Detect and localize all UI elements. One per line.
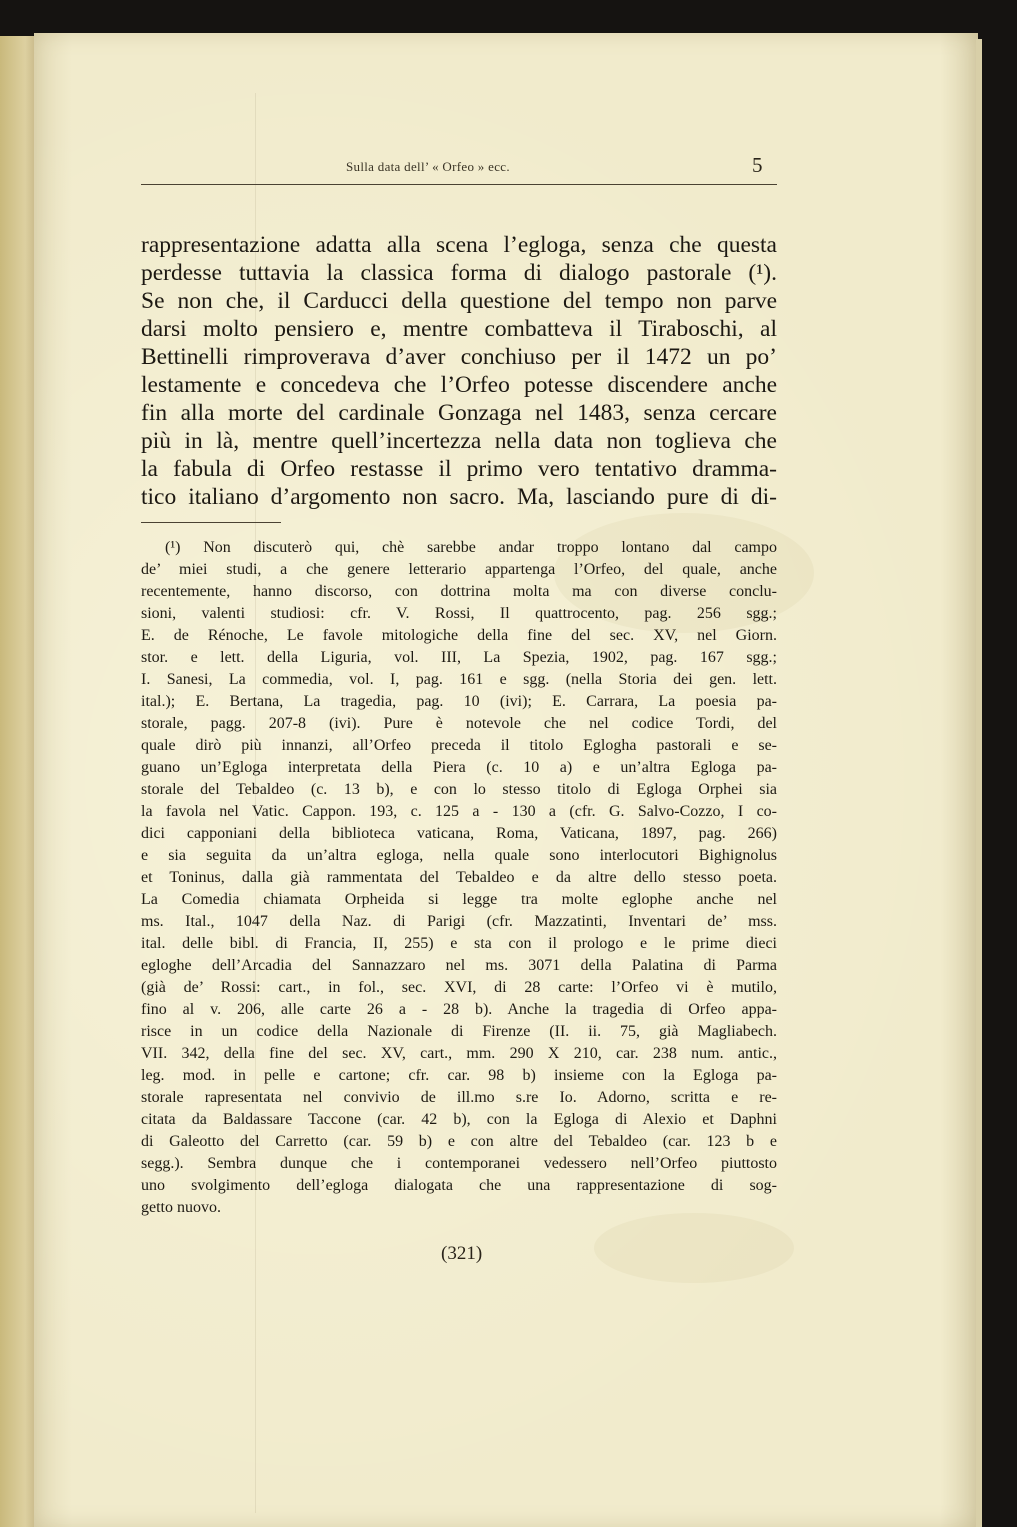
footnote-line: dici capponiani della biblioteca vaticana, Roma, Vaticana, 1897, pag. 266): [141, 825, 777, 842]
body-line: tico italiano d’argomento non sacro. Ma, lasciando pure di di-: [141, 484, 777, 510]
body-line: più in là, mentre quell’incertezza nella data non toglieva che: [141, 428, 777, 454]
body-line: fin alla morte del cardinale Gonzaga nel 1483, senza cercare: [141, 400, 777, 426]
print-page-number: (321): [441, 1243, 483, 1264]
footnote-line: quale dirò più innanzi, all’Orfeo preceda il titolo Eglogha pastorali e se-: [141, 737, 777, 754]
body-line: rappresentazione adatta alla scena l’egloga, senza che questa: [141, 232, 777, 258]
footnote-line: La Comedia chiamata Orpheida si legge tra molte eglophe anche nel: [141, 891, 777, 908]
body-line: Bettinelli rimproverava d’aver conchiuso per il 1472 un po’: [141, 344, 777, 370]
footnote-line: e sia seguita da un’altra egloga, nella quale sono interlocutori Bighignolus: [141, 847, 777, 864]
footnote-line: VII. 342, della fine del sec. XV, cart., mm. 290 X 210, car. 238 num. antic.,: [141, 1045, 777, 1062]
body-line: perdesse tuttavia la classica forma di dialogo pastorale (¹).: [141, 260, 777, 286]
footnote-line: (¹) Non discuterò qui, chè sarebbe andar troppo lontano dal campo: [165, 539, 777, 556]
footnote-line: risce in un codice della Nazionale di Firenze (II. ii. 75, già Magliabech.: [141, 1023, 777, 1040]
footnote-line: uno svolgimento dell’egloga dialogata che una rappresentazione di sog-: [141, 1177, 777, 1194]
footnote-line: fino al v. 206, alle carte 26 a - 28 b). Anche la tragedia di Orfeo appa-: [141, 1001, 777, 1018]
footnote-line: ital. delle bibl. di Francia, II, 255) e sta con il prologo e le prime dieci: [141, 935, 777, 952]
footnote-line: I. Sanesi, La commedia, vol. I, pag. 161 e sgg. (nella Storia dei gen. lett.: [141, 671, 777, 688]
footnote-line: egloghe dell’Arcadia del Sannazzaro nel ms. 3071 della Palatina di Parma: [141, 957, 777, 974]
header-rule: [141, 184, 777, 185]
footnote-line: leg. mod. in pelle e cartone; cfr. car. 98 b) insieme con la Egloga pa-: [141, 1067, 777, 1084]
footnote-line: stor. e lett. della Liguria, vol. III, La Spezia, 1902, pag. 167 sgg.;: [141, 649, 777, 666]
body-line: la fabula di Orfeo restasse il primo vero tentativo dramma-: [141, 456, 777, 482]
footnote-line: et Toninus, dalla già rammentata del Tebaldeo e da altre dello stesso poeta.: [141, 869, 777, 886]
footnote-rule: [141, 522, 281, 523]
body-line: lestamente e concedeva che l’Orfeo potesse discendere anche: [141, 372, 777, 398]
footnote-line: sioni, valenti studiosi: cfr. V. Rossi, Il quattrocento, pag. 256 sgg.;: [141, 605, 777, 622]
footnote-line: getto nuovo.: [141, 1199, 221, 1216]
footnote-line: ital.); E. Bertana, La tragedia, pag. 10 (ivi); E. Carrara, La poesia pa-: [141, 693, 777, 710]
body-line: darsi molto pensiero e, mentre combatteva il Tiraboschi, al: [141, 316, 777, 342]
footnote-line: storale, pagg. 207-8 (ivi). Pure è notevole che nel codice Tordi, del: [141, 715, 777, 732]
footnote-line: segg.). Sembra dunque che i contemporanei vedessero nell’Orfeo piuttosto: [141, 1155, 777, 1172]
footnote-line: de’ miei studi, a che genere letterario appartenga l’Orfeo, del quale, anche: [141, 561, 777, 578]
footnote-line: la favola nel Vatic. Cappon. 193, c. 125 a - 130 a (cfr. G. Salvo-Cozzo, I co-: [141, 803, 777, 820]
body-line: Se non che, il Carducci della questione del tempo non parve: [141, 288, 777, 314]
footnote-line: E. de Rénoche, Le favole mitologiche della fine del sec. XV, nel Giorn.: [141, 627, 777, 644]
running-head: Sulla data dell’ « Orfeo » ecc.: [346, 159, 510, 174]
page-edge: [976, 39, 982, 1527]
adjacent-page-edge: [0, 36, 36, 1527]
footnote-line: guano un’Egloga interpretata della Piera (c. 10 a) e un’altra Egloga pa-: [141, 759, 777, 776]
footnote-line: storale rapresentata nel convivio de ill.mo s.re Io. Adorno, scritta e re-: [141, 1089, 777, 1106]
footnote-line: citata da Baldassare Taccone (car. 42 b), con la Egloga di Alexio et Daphni: [141, 1111, 777, 1128]
page-number: 5: [752, 153, 763, 177]
footnote-line: ms. Ital., 1047 della Naz. di Parigi (cfr. Mazzatinti, Inventari de’ mss.: [141, 913, 777, 930]
footnote-line: recentemente, hanno discorso, con dottrina molta ma con diverse conclu-: [141, 583, 777, 600]
paper-stain: [594, 1213, 794, 1283]
footnote-line: (già de’ Rossi: cart., in fol., sec. XVI, di 28 carte: l’Orfeo vi è mutilo,: [141, 979, 777, 996]
footnote-line: di Galeotto del Carretto (car. 59 b) e con altre del Tebaldeo (car. 123 b e: [141, 1133, 777, 1150]
footnote-line: storale del Tebaldeo (c. 13 b), e con lo stesso titolo di Egloga Orphei sia: [141, 781, 777, 798]
